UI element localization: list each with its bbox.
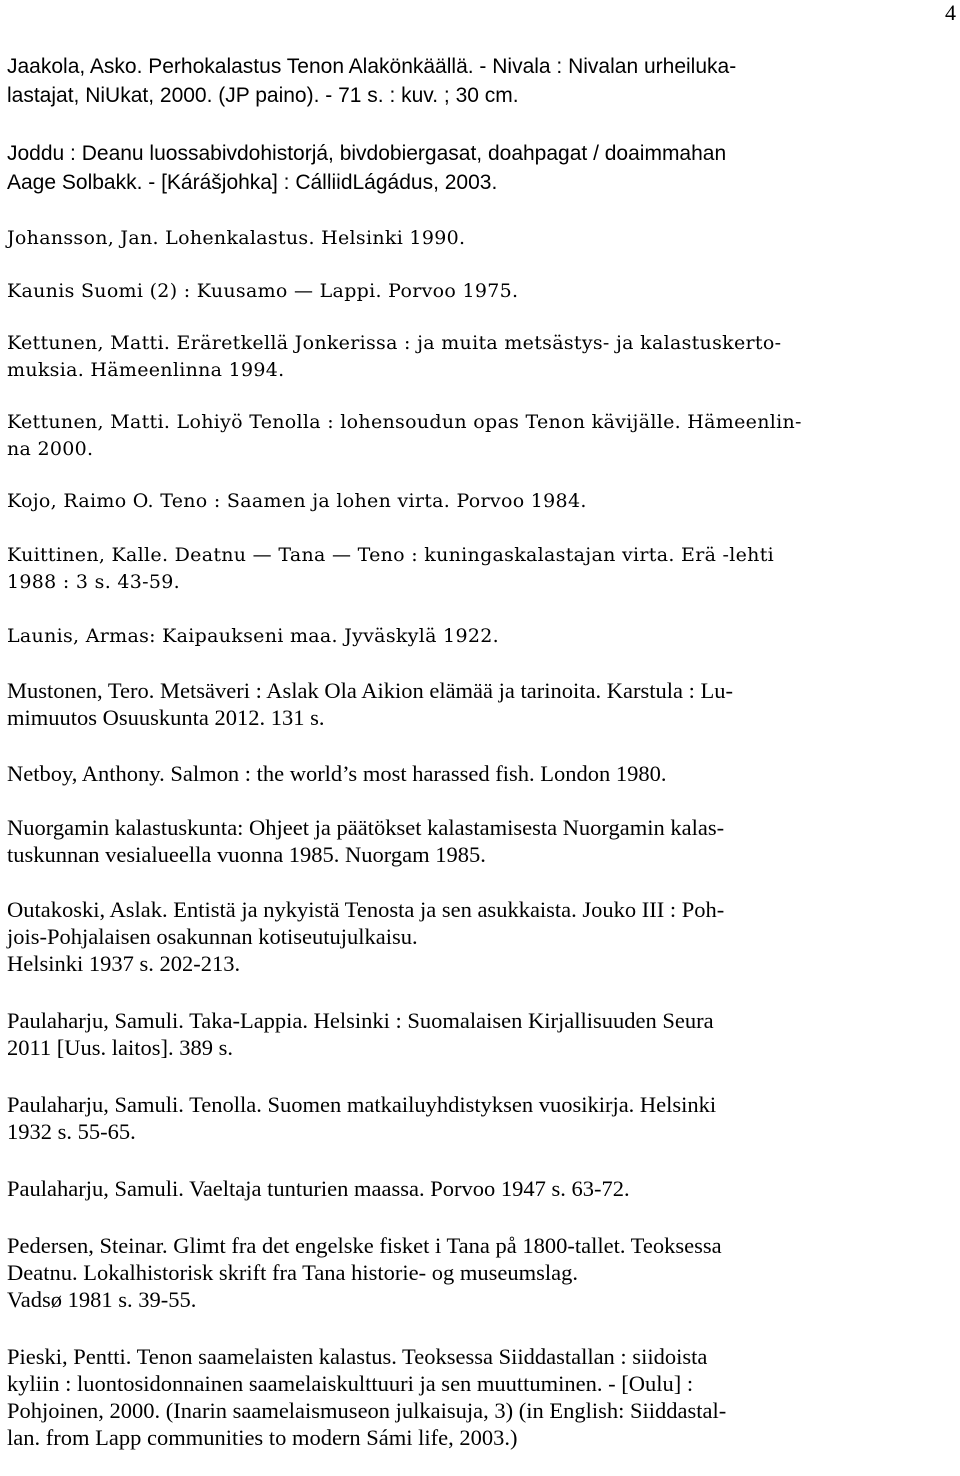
bibliography-entry xyxy=(7,139,943,197)
entry-line: Pieski, Pentti. Tenon saamelaisten kalastus. Teoksessa Siiddastallan : siidoista xyxy=(7,1344,708,1369)
entry-line: Paulaharju, Samuli. Taka-Lappia. Helsinki : Suomalaisen Kirjallisuuden Seura xyxy=(7,1008,714,1033)
entry-line: Vadsø 1981 s. 39-55. xyxy=(7,1287,197,1312)
entry-line: Joddu : Deanu luossabivdohistorjá, bivdobiergasat, doahpagat / doaimmahan xyxy=(7,142,727,165)
entry-line: Launis, Armas: Kaipaukseni maa. Jyväskylä 1922. xyxy=(7,625,499,647)
bibliography-entry xyxy=(7,542,943,596)
entry-line: Helsinki 1937 s. 202-213. xyxy=(7,951,241,976)
entry-line: jois-Pohjalaisen osakunnan kotiseutujulkaisu. xyxy=(7,924,418,949)
page-number: 4 xyxy=(945,0,956,25)
entry-line: Kettunen, Matti. Lohiyö Tenolla : lohensoudun opas Tenon kävijälle. Hämeenlin- xyxy=(7,411,802,433)
bibliography-entry xyxy=(7,1175,943,1202)
entry-line: lan. from Lapp communities to modern Sámi life, 2003.) xyxy=(7,1425,518,1450)
entry-line: Kojo, Raimo O. Teno : Saamen ja lohen virta. Porvoo 1984. xyxy=(7,490,587,512)
entry-line: Deatnu. Lokalhistorisk skrift fra Tana historie- og museumslag. xyxy=(7,1260,579,1285)
entry-line: Netboy, Anthony. Salmon : the world’s most harassed fish. London 1980. xyxy=(7,761,667,786)
bibliography-entry xyxy=(7,225,943,252)
entry-line: Outakoski, Aslak. Entistä ja nykyistä Tenosta ja sen asukkaista. Jouko III : Poh- xyxy=(7,897,725,922)
bibliography-entry xyxy=(7,52,943,110)
entry-line: lastajat, NiUkat, 2000. (JP paino). - 71 s. : kuv. ; 30 cm. xyxy=(7,84,519,107)
bibliography-entry xyxy=(7,814,943,868)
bibliography-list xyxy=(7,52,943,1451)
bibliography-entry xyxy=(7,1232,943,1313)
entry-line: Paulaharju, Samuli. Tenolla. Suomen matkailuyhdistyksen vuosikirja. Helsinki xyxy=(7,1092,717,1117)
entry-line: na 2000. xyxy=(7,438,94,460)
bibliography-entry xyxy=(7,1007,943,1061)
entry-line: Mustonen, Tero. Metsäveri : Aslak Ola Aikion elämää ja tarinoita. Karstula : Lu- xyxy=(7,678,733,703)
entry-line: Aage Solbakk. - [Kárášjohka] : CálliidLágádus, 2003. xyxy=(7,171,498,194)
bibliography-entry xyxy=(7,623,943,650)
entry-line: mimuutos Osuuskunta 2012. 131 s. xyxy=(7,705,325,730)
bibliography-entry xyxy=(7,488,943,515)
entry-line: kyliin : luontosidonnainen saamelaiskulttuuri ja sen muuttuminen. - [Oulu] : xyxy=(7,1371,694,1396)
bibliography-entry xyxy=(7,896,943,977)
entry-line: 1932 s. 55-65. xyxy=(7,1119,136,1144)
bibliography-entry xyxy=(7,409,943,463)
bibliography-entry xyxy=(7,278,943,305)
entry-line: Kuittinen, Kalle. Deatnu — Tana — Teno : kuningaskalastajan virta. Erä -lehti xyxy=(7,544,775,566)
entry-line: Pedersen, Steinar. Glimt fra det engelske fisket i Tana på 1800-tallet. Teoksessa xyxy=(7,1233,722,1258)
entry-line: Johansson, Jan. Lohenkalastus. Helsinki 1990. xyxy=(7,227,466,249)
entry-line: Pohjoinen, 2000. (Inarin saamelaismuseon julkaisuja, 3) (in English: Siiddastal- xyxy=(7,1398,727,1423)
entry-line: Kaunis Suomi (2) : Kuusamo — Lappi. Porvoo 1975. xyxy=(7,280,519,302)
entry-line: Paulaharju, Samuli. Vaeltaja tunturien maassa. Porvoo 1947 s. 63-72. xyxy=(7,1176,630,1201)
bibliography-entry xyxy=(7,1343,943,1451)
entry-line: tuskunnan vesialueella vuonna 1985. Nuorgam 1985. xyxy=(7,842,486,867)
bibliography-entry xyxy=(7,330,943,384)
entry-line: 1988 : 3 s. 43-59. xyxy=(7,571,181,593)
entry-line: Kettunen, Matti. Eräretkellä Jonkerissa : ja muita metsästys- ja kalastuskerto- xyxy=(7,332,782,354)
entry-line: Nuorgamin kalastuskunta: Ohjeet ja päätökset kalastamisesta Nuorgamin kalas- xyxy=(7,815,725,840)
entry-line: 2011 [Uus. laitos]. 389 s. xyxy=(7,1035,234,1060)
entry-line: muksia. Hämeenlinna 1994. xyxy=(7,359,285,381)
bibliography-entry xyxy=(7,677,943,731)
bibliography-entry xyxy=(7,760,943,787)
entry-line: Jaakola, Asko. Perhokalastus Tenon Alakönkäällä. - Nivala : Nivalan urheiluka- xyxy=(7,55,737,78)
bibliography-entry xyxy=(7,1091,943,1145)
